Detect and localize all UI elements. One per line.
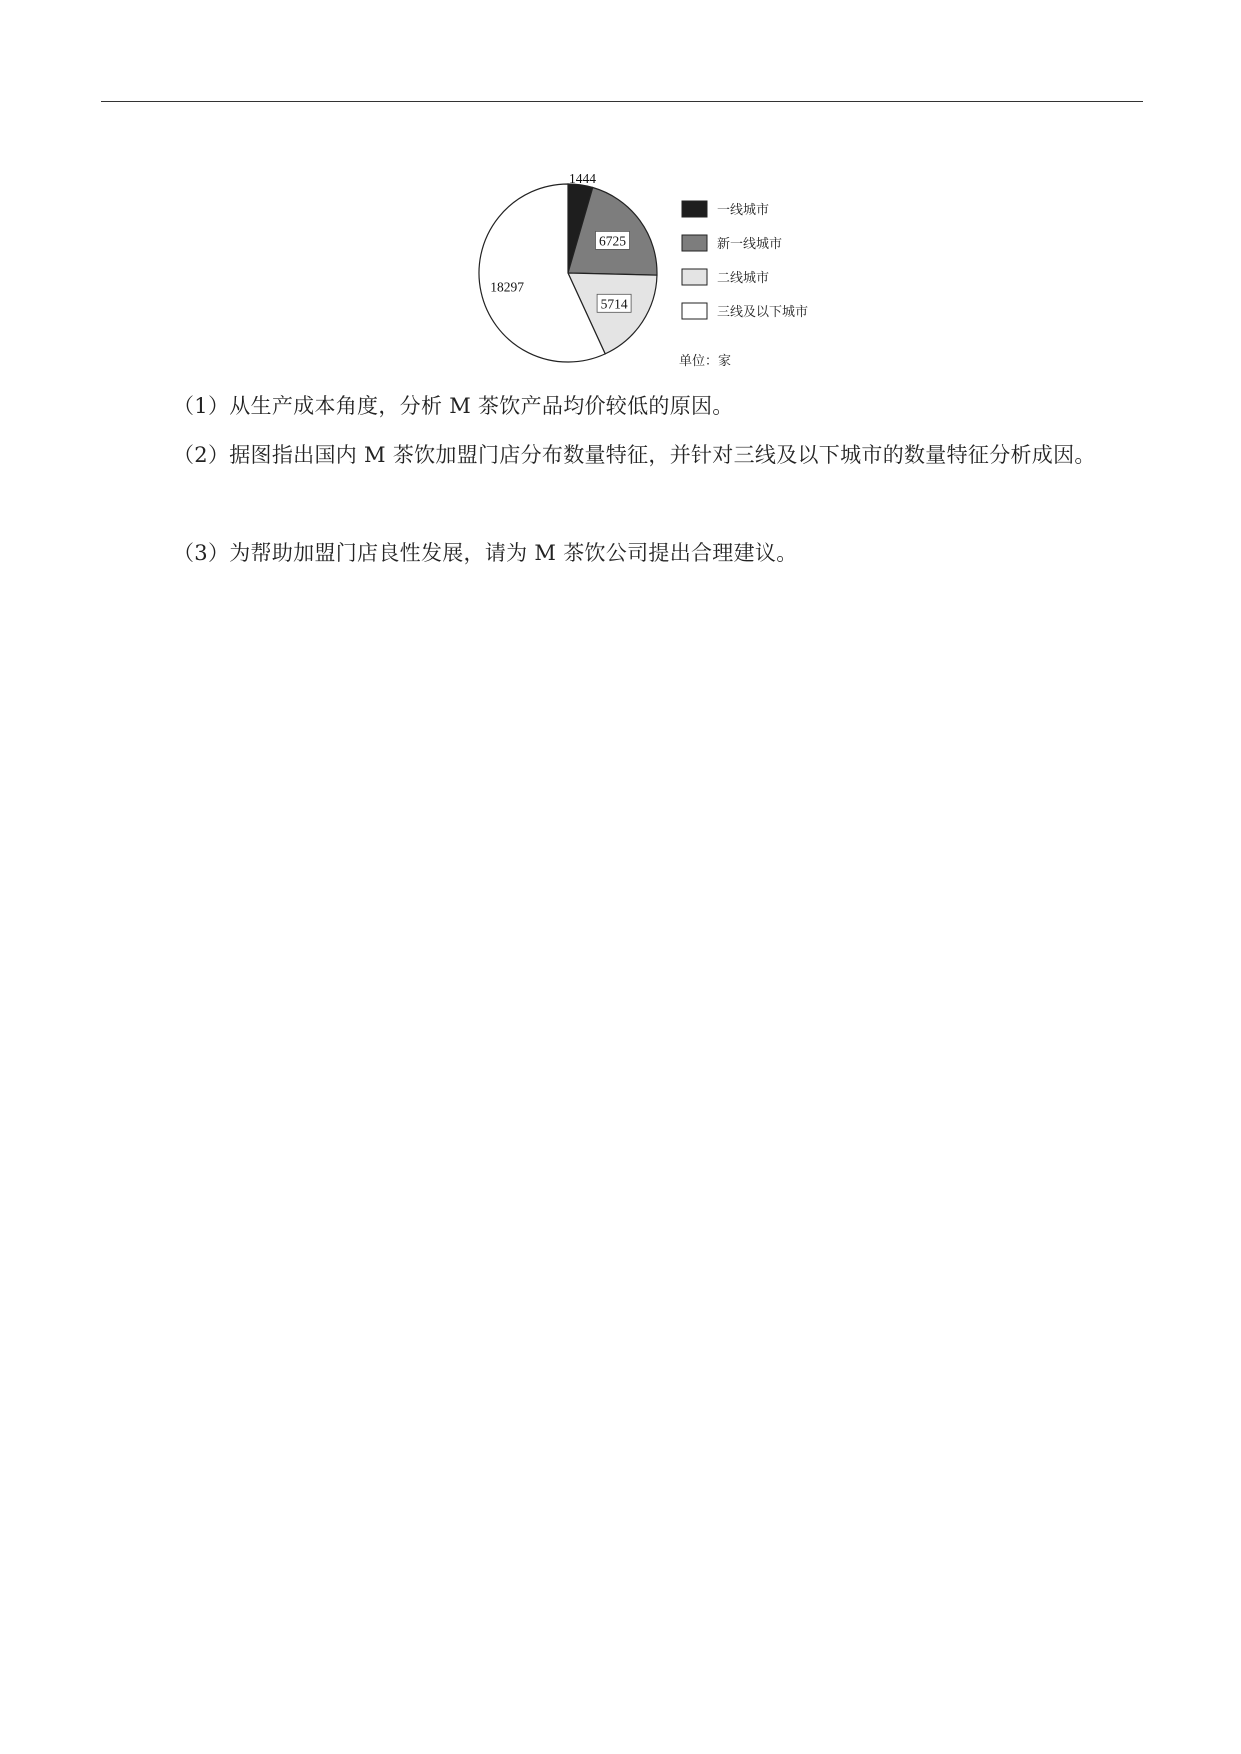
legend-swatch-3 — [682, 303, 707, 319]
chart-legend — [682, 201, 808, 320]
legend-label-3: 三线及以下城市 — [717, 305, 809, 320]
legend-swatch-0 — [682, 201, 707, 217]
question-2: （2）据图指出国内 M 茶饮加盟门店分布数量特征，并针对三线及以下城市的数量特征分析成因。 — [173, 443, 1096, 467]
pie-chart — [460, 150, 860, 380]
legend-label-0: 一线城市 — [717, 203, 770, 218]
legend-swatch-1 — [682, 235, 707, 251]
slice-value-label-0: 1444 — [569, 171, 596, 186]
legend-label-2: 二线城市 — [717, 271, 770, 286]
pie-slices — [479, 184, 657, 362]
slice-value-label-3: 18297 — [490, 279, 524, 295]
legend-label-1: 新一线城市 — [717, 237, 783, 252]
question-3: （3）为帮助加盟门店良性发展，请为 M 茶饮公司提出合理建议。 — [173, 541, 798, 565]
unit-label: 单位：家 — [679, 354, 732, 369]
slice-value-label-2: 5714 — [600, 296, 628, 312]
question-1: （1）从生产成本角度，分析 M 茶饮产品均价较低的原因。 — [173, 394, 734, 418]
header-rule — [101, 101, 1143, 102]
slice-value-label-1: 6725 — [599, 233, 626, 249]
legend-swatch-2 — [682, 269, 707, 285]
